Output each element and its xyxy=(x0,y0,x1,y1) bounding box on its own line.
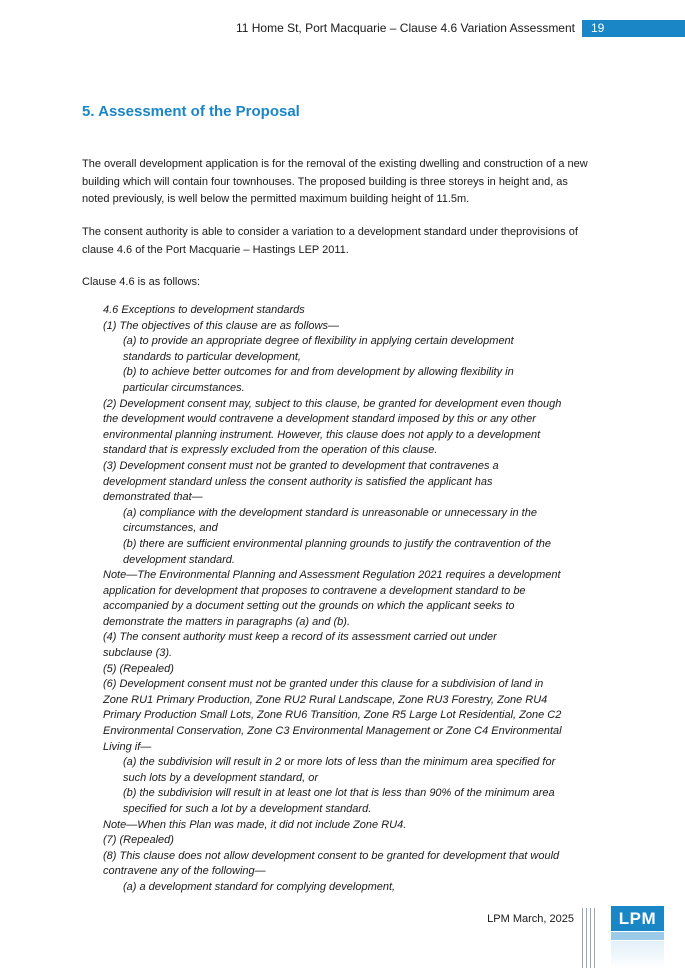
quote-line: (4) The consent authority must keep a record of its assessment carried out under xyxy=(103,631,497,644)
logo-fade-strip xyxy=(611,941,664,970)
consent-paragraph: The consent authority is able to consider a variation to a development standard under theprovisions of clause 4.6 of the Port Macquarie – Hastings LEP 2011. xyxy=(82,226,578,256)
footer-divider-lines xyxy=(582,908,606,968)
section-heading: 5. Assessment of the Proposal xyxy=(82,103,300,120)
quote-line: (3) Development consent must not be granted to development that contravenes a xyxy=(103,459,499,472)
quote-line: (b) the subdivision will result in at least one lot that is less than 90% of the minimum area xyxy=(123,787,555,800)
quote-line: development standard unless the consent authority is satisfied the applicant has xyxy=(103,475,493,488)
quote-line: Living if— xyxy=(103,740,152,753)
clause-lead-paragraph: Clause 4.6 is as follows: xyxy=(82,276,200,288)
quote-line: circumstances, and xyxy=(123,522,218,535)
quote-line: Note—When this Plan was made, it did not include Zone RU4. xyxy=(103,818,407,831)
quote-line: standards to particular development, xyxy=(123,350,301,363)
quote-line: (a) to provide an appropriate degree of flexibility in applying certain development xyxy=(123,335,514,348)
quote-line: Note—The Environmental Planning and Assessment Regulation 2021 requires a development xyxy=(103,569,561,582)
quote-line: demonstrated that— xyxy=(103,491,203,504)
intro-paragraph: The overall development application is for the removal of the existing dwelling and construction of a new building which will contain four townhouses. The proposed building is three storeys in height and, as noted previously, is well below the permitted maximum building height of 11.5m. xyxy=(82,158,588,205)
quote-line: (6) Development consent must not be granted under this clause for a subdivision of land in xyxy=(103,678,544,691)
quote-line: 4.6 Exceptions to development standards xyxy=(103,304,305,316)
quote-line: (a) compliance with the development standard is unreasonable or unnecessary in the xyxy=(123,506,537,519)
quote-line: particular circumstances. xyxy=(123,381,245,394)
quote-line: (8) This clause does not allow development consent to be granted for development that would xyxy=(103,849,560,862)
quote-line: accompanied by a document setting out the grounds on which the applicant seeks to xyxy=(103,600,515,613)
quote-line: (2) Development consent may, subject to this clause, be granted for development even though xyxy=(103,397,562,410)
quote-line: standard that is expressly excluded from the operation of this clause. xyxy=(103,444,438,457)
quote-line: (a) a development standard for complying development, xyxy=(123,880,396,893)
quote-line: environmental planning instrument. However, this clause does not apply to a development xyxy=(103,428,541,441)
lpm-logo: LPM xyxy=(611,906,664,931)
quote-line: (b) there are sufficient environmental planning grounds to justify the contravention of the xyxy=(123,537,552,550)
quote-line: (1) The objectives of this clause are as follows— xyxy=(103,319,339,332)
quote-line: specified for such a lot by a development standard. xyxy=(123,803,372,815)
page-number-badge: 19 xyxy=(582,20,685,37)
quote-line: the development would contravene a development standard imposed by this or any other xyxy=(103,413,536,426)
quote-line: (7) (Repealed) xyxy=(103,834,174,847)
quote-line: (b) to achieve better outcomes for and from development by allowing flexibility in xyxy=(123,366,514,379)
header-title: 11 Home St, Port Macquarie – Clause 4.6 Variation Assessment xyxy=(235,21,575,35)
quote-line: such lots by a development standard, or xyxy=(123,771,319,784)
quote-line: Zone RU1 Primary Production, Zone RU2 Rural Landscape, Zone RU3 Forestry, Zone RU4 xyxy=(103,693,548,706)
quote-line: development standard. xyxy=(123,553,235,566)
quote-line: (5) (Repealed) xyxy=(103,662,174,675)
quote-line: Environmental Conservation, Zone C3 Environmental Management or Zone C4 Environmental xyxy=(103,725,562,738)
logo-accent-strip xyxy=(611,932,664,940)
quote-line: demonstrate the matters in paragraphs (a) and (b). xyxy=(103,615,351,628)
quote-line: (a) the subdivision will result in 2 or more lots of less than the minimum area specified for xyxy=(123,756,556,769)
quote-line: application for development that proposes to contravene a development standard to be xyxy=(103,584,526,597)
footer-date: LPM March, 2025 xyxy=(487,913,574,925)
quote-line: contravene any of the following— xyxy=(103,865,266,878)
clause-quote xyxy=(103,303,595,896)
quote-line: Primary Production Small Lots, Zone RU6 Transition, Zone R5 Large Lot Residential, Zone C2 xyxy=(103,709,562,722)
quote-line: subclause (3). xyxy=(103,647,173,660)
